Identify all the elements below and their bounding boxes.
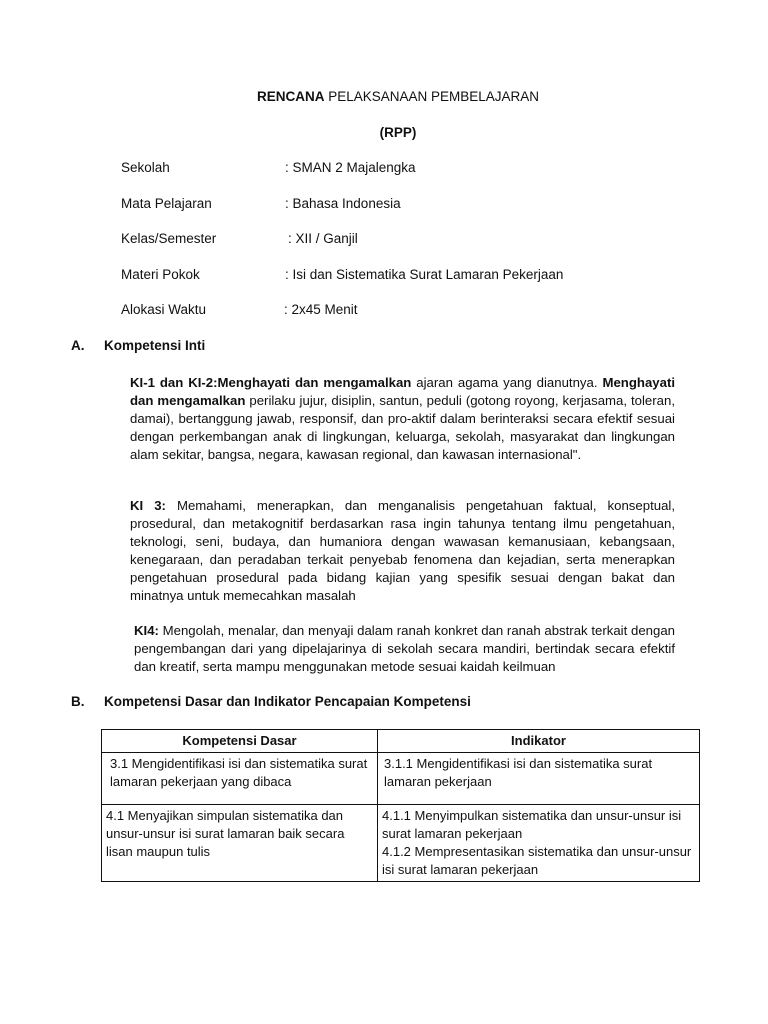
- ki-4-lead: KI4:: [134, 623, 159, 638]
- ki-1-2-text-b: perilaku jujur, disiplin, santun, peduli (gotong royong, kerjasama, toleran, damai), bertanggung jawab, responsif, dan pro-aktif dalam berinteraksi secara efektif sesuai dengan perkembangan anak di lingkungan, keluarga, sekolah, masyarakat dan lingkungan alam sekitar, bangsa, negara, kawasan regional, dan kawasan internasional".: [130, 393, 675, 462]
- ki-1-2-lead: KI-1 dan KI-2:Menghayati dan mengamalkan: [130, 375, 412, 390]
- ki-3-text: Memahami, menerapkan, dan menganalisis pengetahuan faktual, konseptual, prosedural, dan metakognitif berdasarkan rasa ingin tahunya tentang ilmu pengetahuan, teknologi, seni, budaya, dan humaniora dengan wawasan kemanusiaan, kebangsaan, kenegaraan, dan peradaban terkait penyebab fenomena dan kejadian, serta menerapkan pengetahuan prosedural pada bidang kajian yang spesifik sesuai dengan bakat dan minatnya untuk memecahkan masalah: [130, 498, 675, 603]
- table-header-kd: Kompetensi Dasar: [102, 730, 378, 753]
- document-subtitle: (RPP): [379, 125, 417, 140]
- table-header-indicator: Indikator: [378, 730, 700, 753]
- indicator-item: 4.1.2 Mempresentasikan sistematika dan unsur-unsur isi surat lamaran pekerjaan: [382, 844, 692, 877]
- ki-3-lead: KI 3:: [130, 498, 166, 513]
- section-b-letter: B.: [71, 694, 85, 709]
- identity-value-school: : SMAN 2 Majalengka: [285, 160, 416, 175]
- identity-label-subject: Mata Pelajaran: [121, 196, 212, 211]
- identity-label-school: Sekolah: [121, 160, 170, 175]
- table-row: [102, 753, 700, 805]
- table-cell-indicator: 3.1.1 Mengidentifikasi isi dan sistematika surat lamaran pekerjaan: [378, 753, 700, 805]
- ki-1-2-lead-b: Menghayati dan mengamalkan: [130, 375, 675, 408]
- section-b-heading: Kompetensi Dasar dan Indikator Pencapaian Kompetensi: [104, 694, 471, 709]
- identity-value-class: : XII / Ganjil: [288, 231, 358, 246]
- ki-1-2-paragraph: [130, 374, 675, 464]
- identity-value-topic: : Isi dan Sistematika Surat Lamaran Pekerjaan: [285, 267, 564, 282]
- table-cell-kd: 3.1 Mengidentifikasi isi dan sistematika surat lamaran pekerjaan yang dibaca: [102, 753, 378, 805]
- table-row: [102, 805, 700, 882]
- identity-label-class: Kelas/Semester: [121, 231, 217, 246]
- table-cell-kd: 4.1 Menyajikan simpulan sistematika dan unsur-unsur isi surat lamaran baik secara lisan maupun tulis: [102, 805, 378, 882]
- identity-value-time: : 2x45 Menit: [284, 302, 358, 317]
- ki-1-2-text-a: ajaran agama yang dianutnya.: [411, 375, 603, 390]
- indicator-item: 4.1.1 Menyimpulkan sistematika dan unsur-unsur isi surat lamaran pekerjaan: [382, 808, 682, 841]
- title-part1: RENCANA: [256, 89, 325, 104]
- table-cell-indicator: [378, 805, 700, 882]
- identity-label-time: Alokasi Waktu: [121, 302, 207, 317]
- document-title: [0, 89, 768, 104]
- title-part2: PELAKSANAAN PEMBELAJARAN: [324, 89, 540, 104]
- ki-3-paragraph: [130, 497, 675, 605]
- identity-label-topic: Materi Pokok: [121, 267, 200, 282]
- ki-4-paragraph: [134, 622, 675, 676]
- section-a-letter: A.: [71, 338, 85, 353]
- section-a-heading: Kompetensi Inti: [104, 338, 206, 353]
- identity-value-subject: : Bahasa Indonesia: [285, 196, 401, 211]
- table-header-row: [102, 730, 700, 753]
- competency-table: [101, 729, 700, 882]
- ki-4-text: Mengolah, menalar, dan menyaji dalam ranah konkret dan ranah abstrak terkait dengan pengembangan dari yang dipelajarinya di sekolah secara mandiri, bertindak secara efektif dan kreatif, serta mampu menggunakan metode sesuai kaidah keilmuan: [134, 623, 675, 674]
